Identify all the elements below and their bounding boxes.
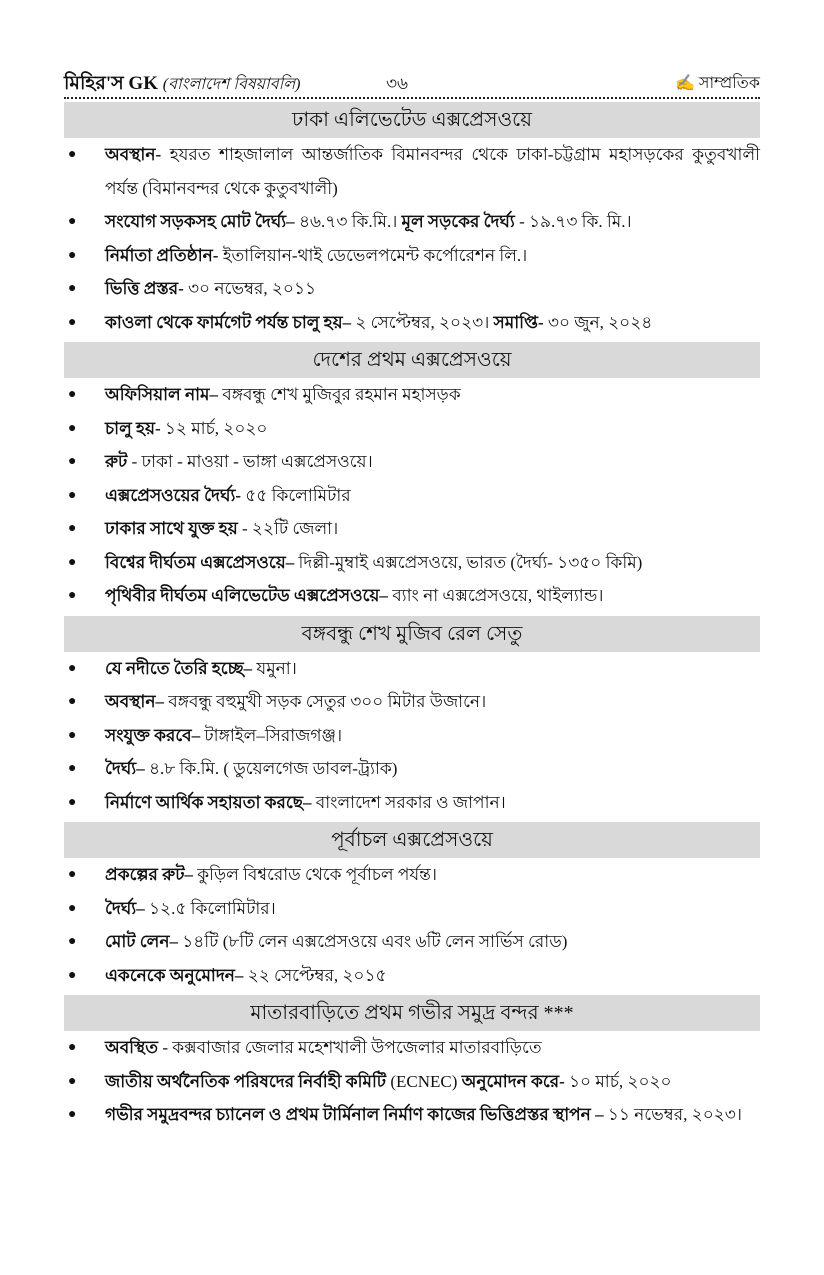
list-item [64,959,760,993]
section-heading: ঢাকা এলিভেটেড এক্সপ্রেসওয়ে [64,102,760,138]
item-value: কুড়িল বিশ্বরোড থেকে পূর্বাচল পর্যন্ত। [192,865,437,884]
book-title [64,72,300,97]
bullet-icon: ● [68,487,77,503]
bullet-icon: ● [68,1040,77,1055]
item-value: হযরত শাহজালাল আন্তর্জাতিক বিমানবন্দর থেকে ঢাকা-চট্টগ্রাম মহাসড়কের কুতুবখালী পর্যন্ত (বিমানবন্দর থেকে কুতুবখালী) [105,145,760,198]
item-value: - কক্সবাজার জেলার মহেশখালী উপজেলার মাতারবাড়িতে [158,1038,542,1057]
bullet-icon: ● [68,934,77,949]
item-label: যে নদীতে তৈরি হচ্ছে– [105,658,253,678]
item-value: টাঙ্গাইল–সিরাজগঞ্জ। [200,725,343,745]
item-value: ৪৬.৭৩ কি.মি.। [294,212,402,231]
item-label: সমাপ্তি- [493,312,544,332]
list-item [64,272,760,306]
item-value: ১৪টি (৮টি লেন এক্সপ্রেসওয়ে এবং ৬টি লেন সার্ভিস রোড) [178,932,568,951]
bullet-icon: ● [68,521,77,536]
list-item [64,239,760,273]
item-value: ইতালিয়ান-থাই ডেভেলপমেন্ট কর্পোরেশন লি.। [218,245,528,265]
bullet-icon: ● [68,660,77,676]
list-item [64,1031,760,1065]
bullet-list [64,378,760,613]
bullet-icon: ● [68,387,77,402]
list-item [64,892,760,926]
page-number: ৩৬ [386,74,409,93]
item-value: ১২.৫ কিলোমিটার। [144,898,276,918]
list-item [64,685,760,719]
item-label: সংযুক্ত করবে– [105,725,201,745]
item-label: রুট [105,452,128,471]
item-value: ৪.৮ কি.মি. ( ডুয়েলগেজ ডাবল-ট্র্যাক) [144,759,398,778]
document-page [64,72,760,1132]
bullet-icon: ● [68,794,77,810]
list-item [64,306,760,340]
item-label: অবস্থিত [105,1038,159,1057]
list-item [64,378,760,412]
list-item [64,479,760,513]
brand-name: মিহির'স GK [64,73,158,94]
item-value: বঙ্গবন্ধু শেখ মুজিবুর রহমান মহাসড়ক [217,385,461,404]
bullet-icon: ● [68,247,77,263]
section-heading: পূর্বাচল এক্সপ্রেসওয়ে [64,822,760,858]
bullet-list [64,1031,760,1132]
item-label: মূল সড়কের দৈর্ঘ্য [401,212,515,231]
item-label: অবস্থান– [105,692,165,711]
list-item [64,412,760,446]
list-item [64,786,760,820]
item-label: অবস্থান- [105,145,162,164]
bullet-icon: ● [68,314,77,330]
item-value: বাংলাদেশ সরকার ও জাপান। [311,792,506,812]
item-value: ১০ মার্চ, ২০২০ [564,1071,672,1091]
item-value: ৫৫ কিলোমিটার [241,485,351,505]
bullet-icon: ● [68,967,77,983]
list-item [64,752,760,786]
list-item [64,579,760,613]
list-item [64,1098,760,1132]
section-tag: ✍ সাম্প্রতিক [674,75,760,92]
bullet-icon: ● [68,454,77,469]
item-value: - ঢাকা - মাওয়া - ভাঙ্গা এক্সপ্রেসওয়ে। [127,452,373,471]
section [64,102,760,339]
bullet-icon: ● [68,214,77,229]
item-value: দিল্লী-মুম্বাই এক্সপ্রেসওয়ে, ভারত (দৈর্ঘ্য- ১৩৫০ কিমি) [294,552,643,572]
item-value: ৩০ জুন, ২০২৪ [543,312,653,332]
section [64,616,760,820]
item-label: নির্মাতা প্রতিষ্ঠান- [105,245,219,265]
bullet-list [64,652,760,820]
item-label: এক্সপ্রেসওয়ের দৈর্ঘ্য- [105,485,242,505]
bullet-icon: ● [68,281,77,296]
bullet-list [64,138,760,339]
item-label: ঢাকার সাথে যুক্ত হয় [105,519,238,538]
item-label: ভিত্তি প্রস্তর- [105,279,184,298]
bullet-icon: ● [68,867,77,882]
list-item [64,925,760,959]
section-heading: দেশের প্রথম এক্সপ্রেসওয়ে [64,342,760,378]
item-label: প্রকল্পের রুট– [105,865,193,884]
bullet-icon: ● [68,588,77,603]
list-item [64,1065,760,1099]
item-label: নির্মাণে আর্থিক সহায়তা করছে– [105,792,312,812]
bullet-icon: ● [68,1107,77,1122]
bullet-icon: ● [68,694,77,709]
section-heading: বঙ্গবন্ধু শেখ মুজিব রেল সেতু [64,616,760,652]
list-item [64,512,760,546]
bullet-icon: ● [68,727,77,743]
item-label: বিশ্বের দীর্ঘতম এক্সপ্রেসওয়ে– [105,552,295,572]
list-item [64,138,760,205]
bullet-icon: ● [68,761,77,776]
page-header [64,72,760,99]
bullet-icon: ● [68,900,77,916]
item-label: পৃথিবীর দীর্ঘতম এলিভেটেড এক্সপ্রেসওয়ে– [105,586,388,605]
item-value: ১২ মার্চ, ২০২০ [160,418,268,438]
bullet-icon: ● [68,147,77,162]
section [64,822,760,992]
item-value: - ২২টি জেলা। [237,519,339,538]
bullet-list [64,858,760,992]
item-label: মোট লেন– [105,932,178,951]
item-value: ১১ নভেম্বর, ২০২৩। [603,1105,742,1124]
section-heading: মাতারবাড়িতে প্রথম গভীর সমুদ্র বন্দর *** [64,995,760,1031]
item-value: (ECNEC) [386,1071,462,1091]
item-label: সংযোগ সড়কসহ মোট দৈর্ঘ্য– [105,212,295,231]
item-value: বঙ্গবন্ধু বহুমুখী সড়ক সেতুর ৩০০ মিটার উজানে। [164,692,487,711]
item-label: অনুমোদন করে- [461,1071,565,1091]
item-label: অফিসিয়াল নাম– [105,385,218,404]
bullet-icon: ● [68,554,77,570]
item-label: কাওলা থেকে ফার্মগেট পর্যন্ত চালু হয়– [105,312,352,332]
item-label: দৈর্ঘ্য– [105,898,145,918]
list-item [64,205,760,239]
item-label: গভীর সমুদ্রবন্দর চ্যানেল ও প্রথম টার্মিনাল নির্মাণ কাজের ভিত্তিপ্রস্তর স্থাপন – [105,1105,604,1124]
item-label: একনেকে অনুমোদন– [105,965,244,985]
list-item [64,445,760,479]
item-value: ২ সেপ্টেম্বর, ২০২৩। [351,312,494,332]
item-value: ২২ সেপ্টেম্বর, ২০১৫ [243,965,387,985]
bullet-icon: ● [68,1073,77,1089]
book-subtitle: (বাংলাদেশ বিষয়াবলি) [162,76,301,93]
item-value: ৩০ নভেম্বর, ২০১১ [183,279,317,298]
item-label: জাতীয় অর্থনৈতিক পরিষদের নির্বাহী কমিটি [105,1071,387,1091]
list-item [64,546,760,580]
bullet-icon: ● [68,420,77,436]
item-value: - ১৯.৭৩ কি. মি.। [514,212,632,231]
item-value: যমুনা। [252,658,297,678]
item-label: চালু হয়- [105,418,161,438]
item-label: দৈর্ঘ্য– [105,759,145,778]
item-value: ব্যাং না এক্সপ্রেসওয়ে, থাইল্যান্ড। [387,586,604,605]
list-item [64,719,760,753]
list-item [64,858,760,892]
content-sections [64,102,760,1132]
list-item [64,652,760,686]
section [64,995,760,1132]
section [64,342,760,613]
